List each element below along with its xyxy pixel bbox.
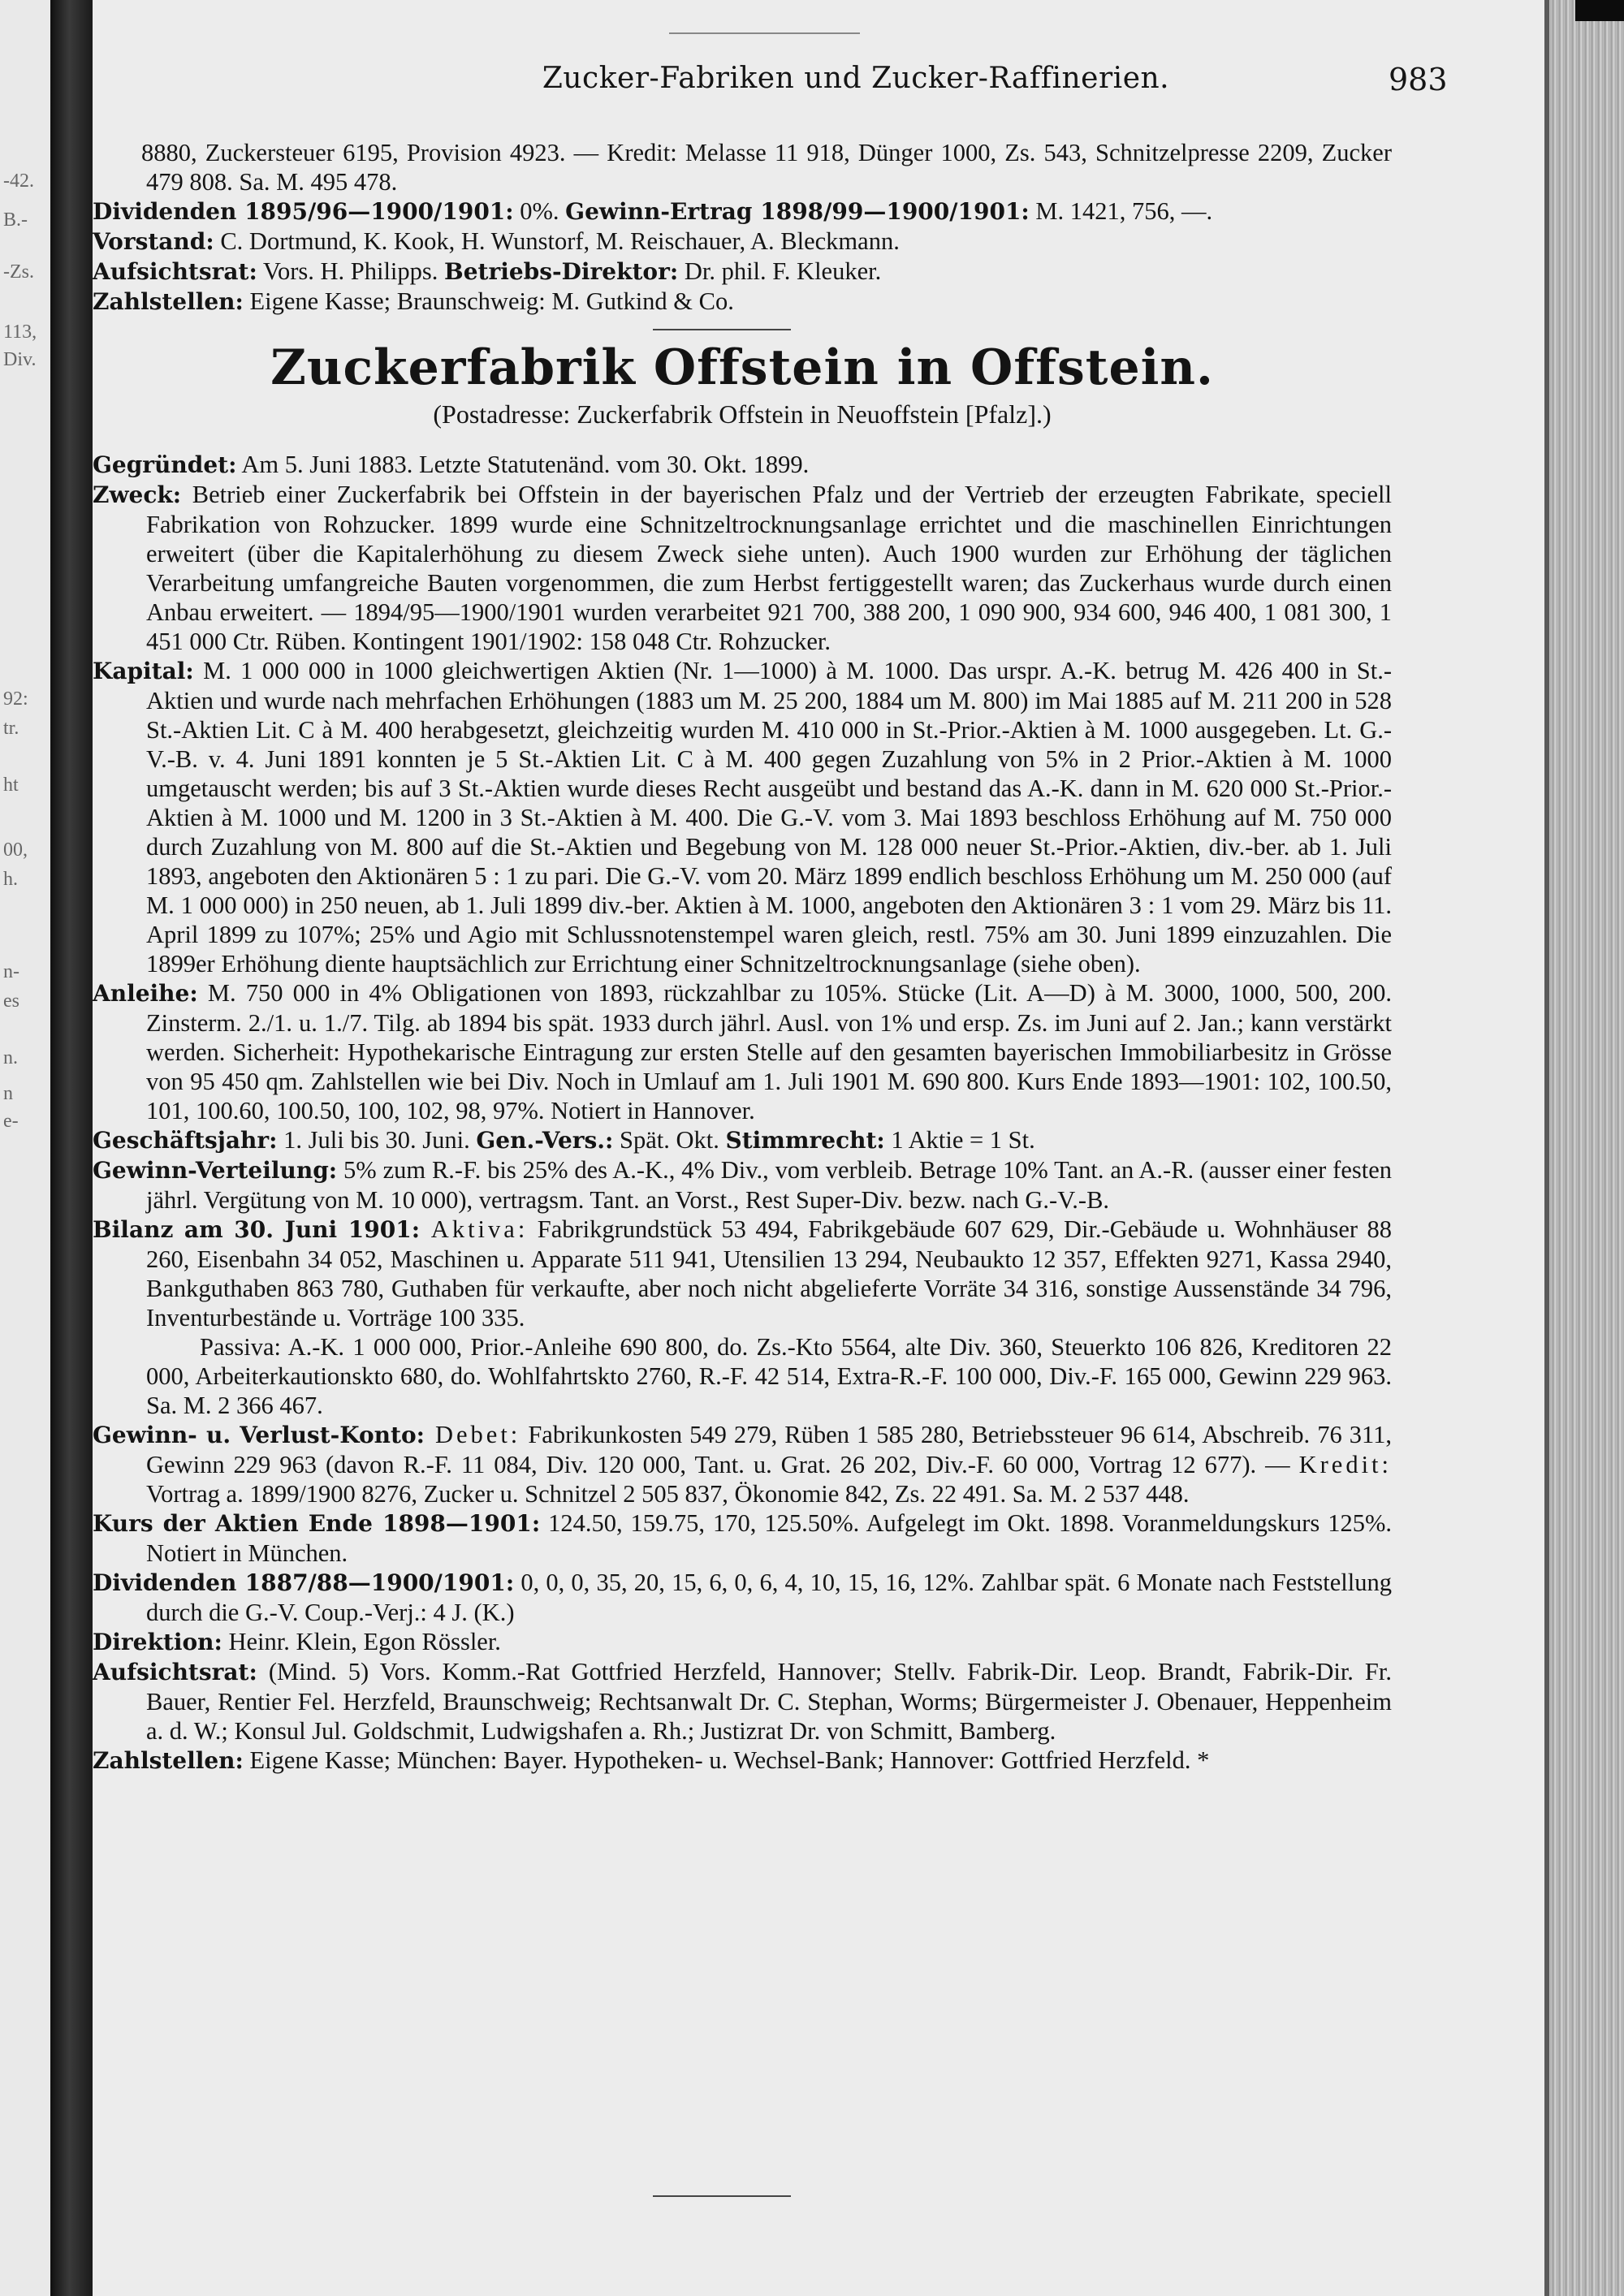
header-rule (669, 32, 860, 34)
book-page (93, 0, 1544, 2296)
edge-fragment: h. (3, 869, 18, 890)
page-number: 983 (1389, 62, 1448, 97)
entry-kurs: Kurs der Aktien Ende 1898—1901: 124.50, 159.75, 170, 125.50%. Aufgelegt im Okt. 1898. Voranmeldungskurs 125%. Notiert in München. (93, 1509, 1393, 1567)
book-spine-shadow (50, 0, 93, 2296)
edge-fragment: -Zs. (3, 261, 34, 283)
edge-fragment: n. (3, 1047, 18, 1068)
end-divider (653, 2195, 791, 2197)
edge-fragment: Div. (3, 349, 37, 370)
edge-fragment: n (3, 1083, 13, 1104)
entry-anleihe: Anleihe: M. 750 000 in 4% Obligationen von 1893, rückzahlbar zu 105%. Stücke (Lit. A—D) à M. 3000, 1000, 500, 200. Zinsterm. 2./1. u. 1./7. Tilg. ab 1894 bis spät. 1933 durch jährl. Ausl. von 1% und ersp. Zs. im Juni auf 2. Jan.; kann verstärkt werden. Sicherheit: Hypothekarische Eintragung zur ersten Stelle auf den gesamten bayerischen Immobiliarbesitz in Grösse von 95 450 qm. Zahlstellen wie bei Div. Noch in Umlauf am 1. Juli 1901 M. 690 800. Kurs Ende 1893—1901: 102, 100.50, 101, 100.60, 100.50, 100, 102, 98, 97%. Notiert in Hannover. (93, 979, 1392, 1124)
entry-passiva: Passiva: A.-K. 1 000 000, Prior.-Anleihe 690 800, do. Zs.-Kto 5564, alte Div. 360, Steuerkto 106 826, Kreditoren 22 000, Arbeiterkautionskto 680, do. Wohlfahrtskto 2760, R.-F. 42 514, Extra-R.-F. 100 000, Div.-F. 165 000, Gewinn 229 963. Sa. M. 2 366 467. (146, 1333, 1392, 1419)
edge-fragment: 00, (3, 839, 28, 861)
entry-bilanz: Bilanz am 30. Juni 1901: Aktiva: Fabrikgrundstück 53 494, Fabrikgebäude 607 629, Dir.-Gebäude u. Wohnhäuser 88 260, Eisenbahn 34 052, Maschinen u. Apparate 511 941, Utensilien 13 294, Neubaukto 12 357, Effekten 9271, Kassa 2940, Bankguthaben 863 780, Guthaben für verkaufte, aber noch nicht abgelieferte Vorräte 34 316, sonstige Aussenstände 34 796, Inventurbestände u. Vorträge 100 335. (93, 1215, 1392, 1331)
edge-fragment: n- (3, 961, 19, 982)
page-edges (1544, 0, 1624, 2296)
running-head: Zucker-Fabriken und Zucker-Raffinerien. (542, 62, 1170, 95)
company-subtitle: (Postadresse: Zuckerfabrik Offstein in Neuoffstein [Pfalz].) (433, 399, 1052, 429)
prev-vorstand: Vorstand: C. Dortmund, K. Kook, H. Wunstorf, M. Reischauer, A. Bleckmann. (93, 227, 900, 255)
edge-fragment: 113, (3, 322, 37, 343)
edge-fragment: 92: (3, 688, 28, 710)
prev-aufsichtsrat: Aufsichtsrat: Vors. H. Philipps. Betriebs-Direktor: Dr. phil. F. Kleuker. (93, 257, 882, 285)
entry-direktion: Direktion: Heinr. Klein, Egon Rössler. (93, 1628, 501, 1655)
entry-gewinn-verteilung: Gewinn-Verteilung: 5% zum R.-F. bis 25% des A.-K., 4% Div., vom verbleib. Betrage 10% Tant. an A.-R. (ausser einer festen jährl. Vergütung von M. 10 000), vertragsm. Tant. an Vorst., Rest Super-Div. bezw. nach G.-V.-B. (93, 1156, 1392, 1214)
section-divider (653, 329, 791, 330)
edge-fragment: e- (3, 1111, 19, 1132)
prev-dividenden: Dividenden 1895/96—1900/1901: 0%. Gewinn-Ertrag 1898/99—1900/1901: M. 1421, 756, —. (93, 197, 1213, 225)
left-page-fragments (0, 0, 50, 2296)
edge-fragment: tr. (3, 718, 19, 739)
company-entry (93, 450, 1392, 1776)
edge-fragment: es (3, 990, 19, 1012)
entry-geschaeftsjahr: Geschäftsjahr: 1. Juli bis 30. Juni. Gen.-Vers.: Spät. Okt. Stimmrecht: 1 Aktie = 1 St. (93, 1126, 1035, 1154)
company-title: Zuckerfabrik Offstein in Offstein. (270, 339, 1214, 396)
entry-dividenden: Dividenden 1887/88—1900/1901: 0, 0, 0, 35, 20, 15, 6, 0, 6, 4, 10, 15, 16, 12%. Zahlbar spät. 6 Monate nach Feststellung durch die G.-V. Coup.-Verj.: 4 J. (K.) (93, 1569, 1392, 1626)
prev-entry-continuation: 8880, Zuckersteuer 6195, Provision 4923. — Kredit: Melasse 11 918, Dünger 1000, Zs. 543, Schnitzelpresse 2209, Zucker 479 808. Sa. M. 495 478. (141, 139, 1392, 196)
edge-fragment: -42. (3, 170, 34, 192)
entry-aufsichtsrat: Aufsichtsrat: (Mind. 5) Vors. Komm.-Rat Gottfried Herzfeld, Hannover; Stellv. Fabrik-Dir. Leop. Brandt, Fabrik-Dir. Fr. Bauer, Rentier Fel. Herzfeld, Braunschweig; Rechtsanwalt Dr. C. Stephan, Worms; Bürgermeister J. Obenauer, Heppenheim a. d. W.; Konsul Jul. Goldschmit, Ludwigshafen a. Rh.; Justizrat Dr. von Schmitt, Bamberg. (93, 1658, 1392, 1745)
entry-zahlstellen: Zahlstellen: Eigene Kasse; München: Bayer. Hypotheken- u. Wechsel-Bank; Hannover: Gottfried Herzfeld. * (93, 1746, 1210, 1774)
entry-gewinn-verlust: Gewinn- u. Verlust-Konto: Debet: Fabrikunkosten 549 279, Rüben 1 585 280, Betriebssteuer 96 614, Abschreib. 76 311, Gewinn 229 963 (davon R.-F. 11 084, Div. 120 000, Tant. u. Grat. 26 202, Div.-F. 60 000, Vortrag 12 677). — Kredit: Vortrag a. 1899/1900 8276, Zucker u. Schnitzel 2 505 837, Ökonomie 842, Zs. 22 491. Sa. M. 2 537 448. (93, 1421, 1392, 1508)
entry-kapital: Kapital: M. 1 000 000 in 1000 gleichwertigen Aktien (Nr. 1—1000) à M. 1000. Das urspr. A.-K. betrug M. 426 400 in St.-Aktien und wurde nach mehrfachen Erhöhungen (1883 um M. 25 200, 1884 um M. 800) im Mai 1885 auf M. 211 200 in 528 St.-Aktien Lit. C à M. 400 herabgesetzt, gleichzeitig wurden M. 410 000 in St.-Prior.-Aktien à M. 1000 ausgegeben. Lt. G.-V.-B. v. 4. Juni 1891 konnten je 5 St.-Aktien Lit. C à M. 400 gegen Zuzahlung von 5% in 2 Prior.-Aktien à M. 1000 umgetauscht werden; bis auf 3 St.-Aktien wurde dieses Recht ausgeübt und bestand das A.-K. dann in M. 620 000 St.-Prior.-Aktien à M. 1000 und M. 1200 in 3 St.-Aktien à M. 400. Die G.-V. vom 3. Mai 1893 beschloss Erhöhung auf M. 750 000 durch Zuzahlung von M. 800 auf die St.-Aktien und Begebung von M. 128 000 neuer St.-Prior.-Aktien, div.-ber. ab 1. Juli 1893, angeboten den Aktionären 5 : 1 zu pari. Die G.-V. vom 20. März 1899 endlich beschloss Erhöhung um M. 250 000 (auf M. 1 000 000) in 250 neuen, ab 1. Juli 1899 div.-ber. Aktien à M. 1000, angeboten den Aktionären 3 : 1 vom 29. März bis 11. April 1899 zu 107%; 25% und Agio mit Schlussnotenstempel waren gleich, restl. 75% am 30. Juni 1899 einzuzahlen. Die 1899er Erhöhung diente hauptsächlich zur Errichtung einer Schnitzeltrocknungsanlage (siehe oben). (93, 657, 1392, 978)
dark-corner (1575, 0, 1624, 21)
entry-zweck: Zweck: Betrieb einer Zuckerfabrik bei Offstein in der bayerischen Pfalz und der Vertrieb der erzeugten Fabrikate, speciell Fabrikation von Rohzucker. 1899 wurde eine Schnitzeltrocknungsanlage errichtet und die maschinellen Einrichtungen erweitert (über die Kapitalerhöhung zu diesem Zweck siehe unten). Auch 1900 wurden zur Erhöhung der täglichen Verarbeitung umfangreiche Bauten vorgenommen, die zum Herbst fertiggestellt waren; das Zuckerhaus wurde durch einen Anbau erweitert. — 1894/95—1900/1901 wurden verarbeitet 921 700, 388 200, 1 090 900, 934 600, 946 400, 1 081 300, 1 451 000 Ctr. Rüben. Kontingent 1901/1902: 158 048 Ctr. Rohzucker. (93, 481, 1392, 655)
entry-gegruendet: Gegründet: Am 5. Juni 1883. Letzte Statutenänd. vom 30. Okt. 1899. (93, 451, 810, 478)
edge-fragment: B.- (3, 209, 28, 231)
edge-fragment: ht (3, 775, 19, 796)
prev-zahlstellen: Zahlstellen: Eigene Kasse; Braunschweig: M. Gutkind & Co. (93, 287, 734, 315)
previous-entry (93, 138, 1392, 317)
